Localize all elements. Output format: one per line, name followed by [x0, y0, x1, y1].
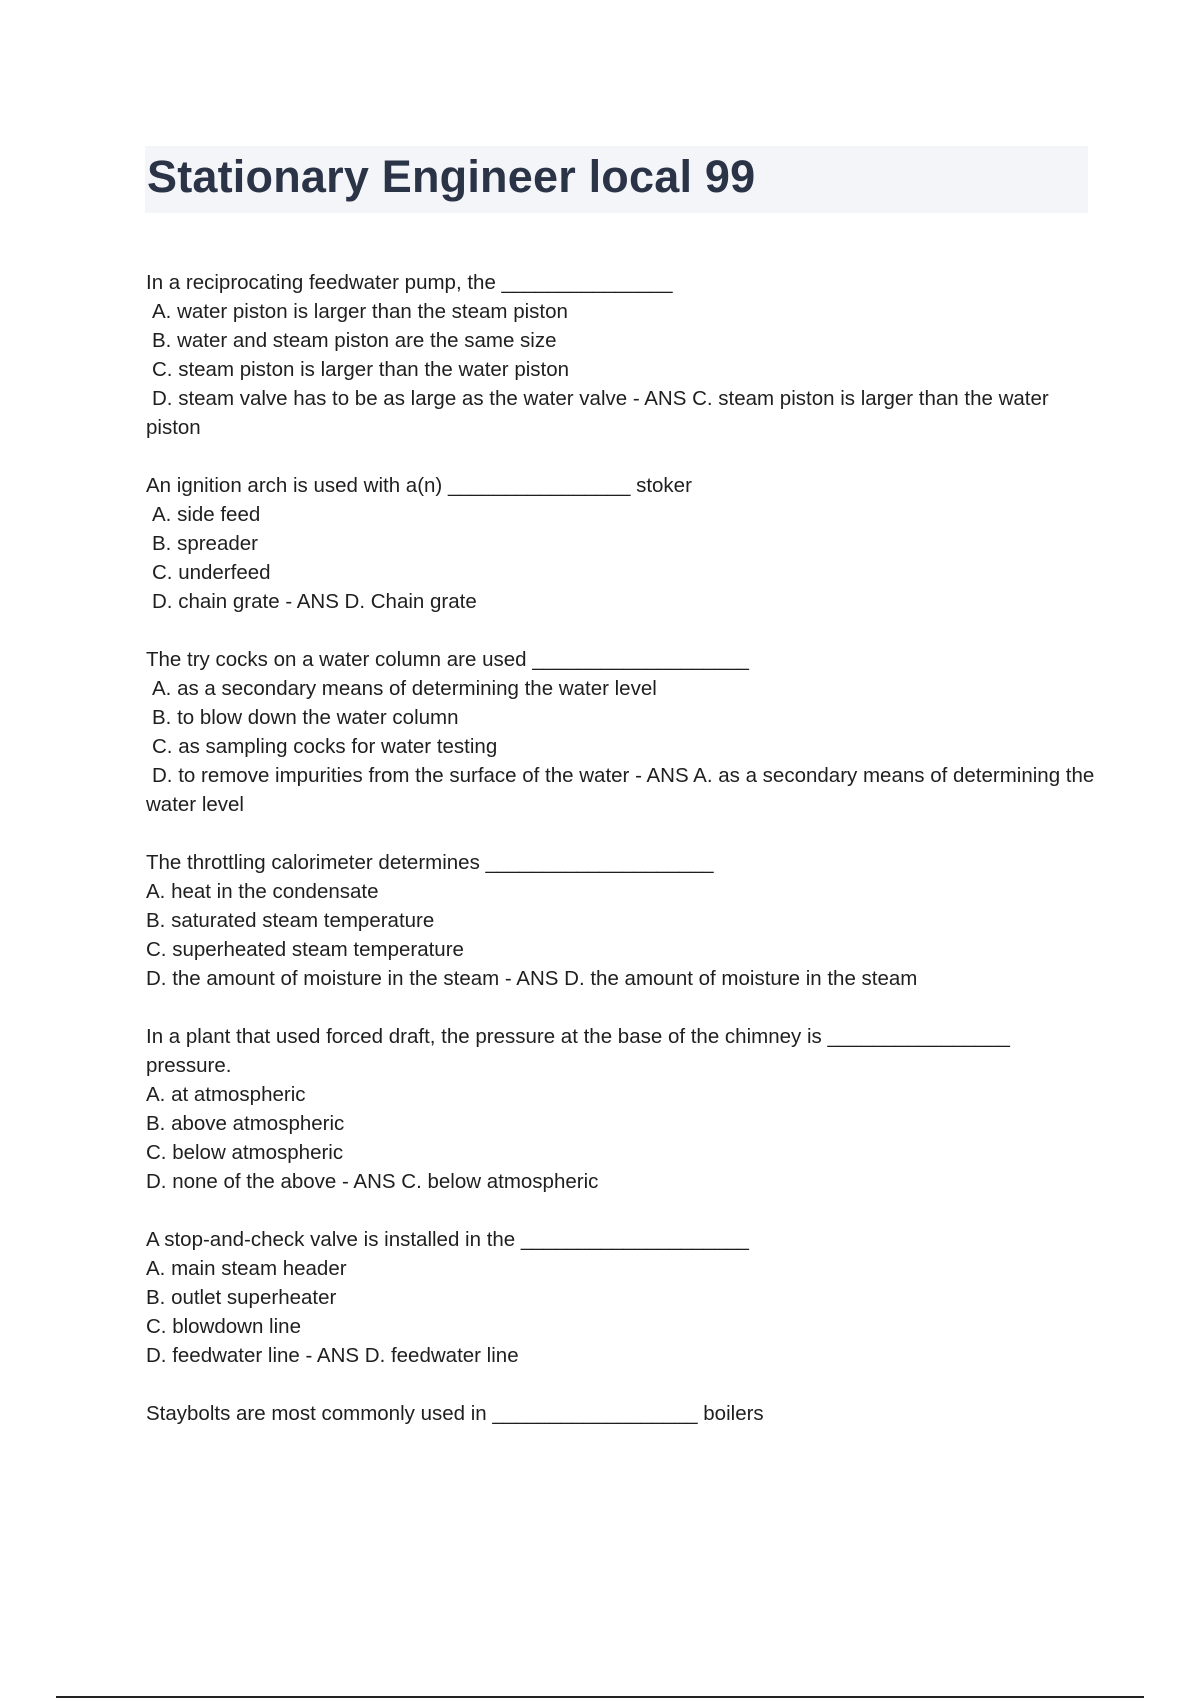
answer-option: B. above atmospheric — [146, 1112, 345, 1135]
answer-option-with-answer: D. none of the above - ANS C. below atmospheric — [146, 1170, 599, 1193]
answer-option-with-answer: D. feedwater line - ANS D. feedwater line — [146, 1344, 519, 1367]
answer-option: A. main steam header — [146, 1257, 347, 1280]
answer-option: B. outlet superheater — [146, 1286, 337, 1309]
question-stem: The throttling calorimeter determines ____________________ — [146, 851, 714, 874]
answer-option: C. blowdown line — [146, 1315, 301, 1338]
answer-option: B. saturated steam temperature — [146, 909, 435, 932]
question-list — [146, 268, 1096, 1457]
answer-option: A. water piston is larger than the steam piston — [152, 300, 568, 323]
answer-option: C. underfeed — [152, 561, 271, 584]
page-title: Stationary Engineer local 99 — [147, 151, 756, 202]
answer-option: C. below atmospheric — [146, 1141, 344, 1164]
page-footer-divider — [56, 1696, 1144, 1698]
answer-option: A. as a secondary means of determining the water level — [152, 677, 657, 700]
answer-option: B. spreader — [152, 532, 258, 555]
document-title-banner — [145, 146, 1088, 213]
question-block-5 — [146, 1022, 1096, 1196]
question-block-6 — [146, 1225, 1096, 1370]
answer-option-with-answer: D. to remove impurities from the surface of the water - ANS A. as a secondary means of determining the water level — [146, 764, 1095, 816]
question-stem: In a plant that used forced draft, the pressure at the base of the chimney is ________________ pressure. — [146, 1025, 1010, 1077]
question-stem: Staybolts are most commonly used in __________________ boilers — [146, 1402, 764, 1425]
answer-option-with-answer: D. chain grate - ANS D. Chain grate — [152, 590, 477, 613]
answer-option: C. as sampling cocks for water testing — [152, 735, 498, 758]
question-stem: A stop-and-check valve is installed in the ____________________ — [146, 1228, 749, 1251]
answer-option: A. at atmospheric — [146, 1083, 306, 1106]
question-block-1 — [146, 268, 1096, 442]
answer-option: A. heat in the condensate — [146, 880, 379, 903]
answer-option-with-answer: D. the amount of moisture in the steam - ANS D. the amount of moisture in the steam — [146, 967, 918, 990]
answer-option: A. side feed — [152, 503, 261, 526]
answer-option: C. superheated steam temperature — [146, 938, 464, 961]
question-block-2 — [146, 471, 1096, 616]
answer-option: C. steam piston is larger than the water piston — [152, 358, 570, 381]
answer-option: B. to blow down the water column — [152, 706, 459, 729]
question-stem: An ignition arch is used with a(n) ________________ stoker — [146, 474, 692, 497]
answer-option-with-answer: D. steam valve has to be as large as the water valve - ANS C. steam piston is larger than the water piston — [146, 387, 1049, 439]
question-stem: The try cocks on a water column are used ___________________ — [146, 648, 749, 671]
question-stem: In a reciprocating feedwater pump, the _______________ — [146, 271, 673, 294]
question-block-4 — [146, 848, 1096, 993]
answer-option: B. water and steam piston are the same size — [152, 329, 557, 352]
question-block-7 — [146, 1399, 1096, 1428]
question-block-3 — [146, 645, 1096, 819]
